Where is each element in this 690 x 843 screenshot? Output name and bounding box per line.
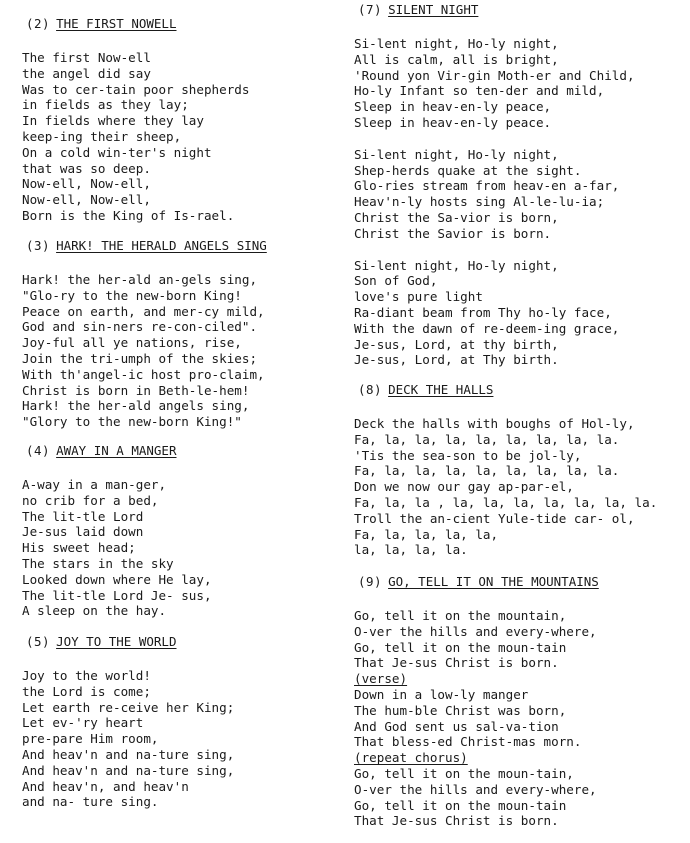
song-go-tell-it-on-the-mountains (354, 574, 684, 829)
song-title (26, 238, 340, 254)
lyric-line: Fa, la, la, la, la, la, la, la, la. (354, 463, 620, 479)
song-deck-the-halls (354, 382, 684, 558)
lyric-line: Join the tri-umph of the skies; (22, 350, 258, 366)
lyric-line: That bless-ed Christ-mas morn. (354, 734, 582, 750)
lyric-line: la, la, la, la. (354, 542, 468, 558)
lyric-line: That Je-sus Christ is born. (354, 813, 559, 829)
lyric-line: God and sin-ners re-con-ciled". (22, 319, 258, 335)
lyric-line: Christ the Sa-vior is born, (354, 209, 559, 225)
lyric-line: Sleep in heav-en-ly peace, (354, 99, 552, 115)
lyric-line: "Glo-ry to the new-born King! (22, 287, 242, 303)
lyric-line: Si-lent night, Ho-ly night, (354, 36, 559, 51)
stanza (354, 258, 684, 369)
song-number: (8) (358, 382, 383, 397)
lyric-line: On a cold win-ter's night (22, 144, 212, 160)
lyric-line: Born is the King of Is-rael. (22, 207, 235, 223)
lyric-line: and na- ture sing. (22, 794, 159, 810)
lyric-line: That Je-sus Christ is born. (354, 655, 559, 671)
song-number: (2) (26, 16, 51, 31)
song-number: (5) (26, 634, 51, 649)
lyric-line: Peace on earth, and mer-cy mild, (22, 303, 265, 319)
section-note: (repeat chorus) (354, 750, 468, 766)
lyric-line: Christ the Savior is born. (354, 225, 552, 241)
song-joy-to-the-world (22, 634, 340, 810)
stanza (22, 50, 340, 224)
lyric-line: keep-ing their sheep, (22, 128, 182, 144)
lyric-line: love's pure light (354, 289, 483, 305)
lyric-line: 'Tis the sea-son to be jol-ly, (354, 447, 582, 463)
lyric-line: Son of God, (354, 273, 438, 289)
lyric-line: Ho-ly Infant so ten-der and mild, (354, 83, 605, 99)
song-title (26, 443, 340, 459)
lyric-line: Go, tell it on the moun-tain, (354, 765, 574, 781)
lyric-line: The first Now-ell (22, 50, 151, 65)
lyric-line: that was so deep. (22, 160, 151, 176)
lyric-line: Joy to the world! (22, 668, 151, 683)
lyric-line: O-ver the hills and every-where, (354, 781, 597, 797)
lyric-line: All is calm, all is bright, (354, 51, 559, 67)
lyric-line: Was to cer-tain poor shepherds (22, 81, 250, 97)
song-title (358, 382, 684, 398)
song-title (26, 634, 340, 650)
lyric-line: Hark! the her-ald an-gels sing, (22, 272, 258, 287)
lyric-line: With th'angel-ic host pro-claim, (22, 366, 265, 382)
lyric-line: The hum-ble Christ was born, (354, 702, 567, 718)
lyric-line: Je-sus, Lord, at Thy birth. (354, 352, 559, 368)
song-name: AWAY IN A MANGER (56, 443, 177, 458)
lyric-line: Go, tell it on the moun-tain (354, 639, 567, 655)
song-silent-night (354, 2, 684, 368)
stanza (22, 668, 340, 810)
lyric-line: Don we now our gay ap-par-el, (354, 479, 574, 495)
lyric-line: O-ver the hills and every-where, (354, 623, 597, 639)
lyric-line: "Glory to the new-born King!" (22, 414, 242, 430)
lyric-line: The lit-tle Lord Je- sus, (22, 587, 212, 603)
song-number: (3) (26, 238, 51, 253)
song-name: HARK! THE HERALD ANGELS SING (56, 238, 267, 253)
lyric-line: Let ev-'ry heart (22, 715, 144, 731)
lyric-line: Fa, la, la , la, la, la, la, la, la, la. (354, 494, 658, 510)
lyric-line: Deck the halls with boughs of Hol-ly, (354, 416, 635, 431)
stanza (354, 36, 684, 131)
lyric-line: Glo-ries stream from heav-en a-far, (354, 178, 620, 194)
song-title (358, 574, 684, 590)
song-name: DECK THE HALLS (388, 382, 494, 397)
section-note: (verse) (354, 671, 408, 687)
lyric-line: And heav'n, and heav'n (22, 778, 189, 794)
lyric-line: The lit-tle Lord (22, 508, 144, 524)
lyric-line: Sleep in heav-en-ly peace. (354, 114, 552, 130)
song-title (26, 16, 340, 32)
lyric-line: Go, tell it on the mountain, (354, 608, 567, 623)
lyric-line: Looked down where He lay, (22, 571, 212, 587)
lyric-line: And heav'n and na-ture sing, (22, 746, 235, 762)
song-number: (9) (358, 574, 383, 589)
lyric-line: Shep-herds quake at the sight. (354, 162, 582, 178)
song-title (358, 2, 684, 18)
lyric-line: Fa, la, la, la, la, (354, 526, 499, 542)
lyric-line: Hark! the her-ald angels sing, (22, 398, 250, 414)
stanza (22, 272, 340, 430)
lyric-line: And God sent us sal-va-tion (354, 718, 559, 734)
song-away-in-a-manger (22, 443, 340, 619)
lyric-line: Heav'n-ly hosts sing Al-le-lu-ia; (354, 194, 605, 210)
stanza (354, 416, 684, 558)
song-name: THE FIRST NOWELL (56, 16, 177, 31)
lyric-line: the angel did say (22, 65, 151, 81)
stanza (354, 608, 684, 829)
lyric-line: no crib for a bed, (22, 492, 159, 508)
lyric-line: Je-sus laid down (22, 524, 144, 540)
lyric-line: 'Round yon Vir-gin Moth-er and Child, (354, 67, 635, 83)
lyric-line: Fa, la, la, la, la, la, la, la, la. (354, 431, 620, 447)
song-name: GO, TELL IT ON THE MOUNTAINS (388, 574, 599, 589)
song-number: (7) (358, 2, 383, 17)
lyric-line: Now-ell, Now-ell, (22, 192, 151, 208)
lyric-line: Troll the an-cient Yule-tide car- ol, (354, 510, 635, 526)
song-hark-the-herald-angels-sing (22, 238, 340, 430)
song-name: SILENT NIGHT (388, 2, 479, 17)
song-name: JOY TO THE WORLD (56, 634, 177, 649)
lyric-line: His sweet head; (22, 540, 136, 556)
stanza (22, 477, 340, 619)
lyric-line: The stars in the sky (22, 555, 174, 571)
lyric-line: Ra-diant beam from Thy ho-ly face, (354, 304, 612, 320)
song-the-first-nowell (22, 16, 340, 224)
lyric-line: Si-lent night, Ho-ly night, (354, 146, 559, 162)
lyric-line: Je-sus, Lord, at thy birth, (354, 336, 559, 352)
lyric-line: A sleep on the hay. (22, 603, 167, 619)
lyric-line: pre-pare Him room, (22, 731, 159, 747)
lyric-line: Let earth re-ceive her King; (22, 699, 235, 715)
lyric-line: the Lord is come; (22, 683, 151, 699)
song-number: (4) (26, 443, 51, 458)
stanza (354, 147, 684, 242)
lyric-line: Si-lent night, Ho-ly night, (354, 257, 559, 273)
lyric-line: With the dawn of re-deem-ing grace, (354, 320, 620, 336)
lyric-line: Christ is born in Beth-le-hem! (22, 382, 250, 398)
lyric-line: In fields where they lay (22, 113, 204, 129)
lyric-line: A-way in a man-ger, (22, 477, 167, 492)
lyric-line: Joy-ful all ye nations, rise, (22, 335, 242, 351)
lyric-line: Go, tell it on the moun-tain (354, 797, 567, 813)
lyric-line: Now-ell, Now-ell, (22, 176, 151, 192)
lyric-line: Down in a low-ly manger (354, 686, 529, 702)
lyric-line: And heav'n and na-ture sing, (22, 762, 235, 778)
lyric-line: in fields as they lay; (22, 97, 189, 113)
